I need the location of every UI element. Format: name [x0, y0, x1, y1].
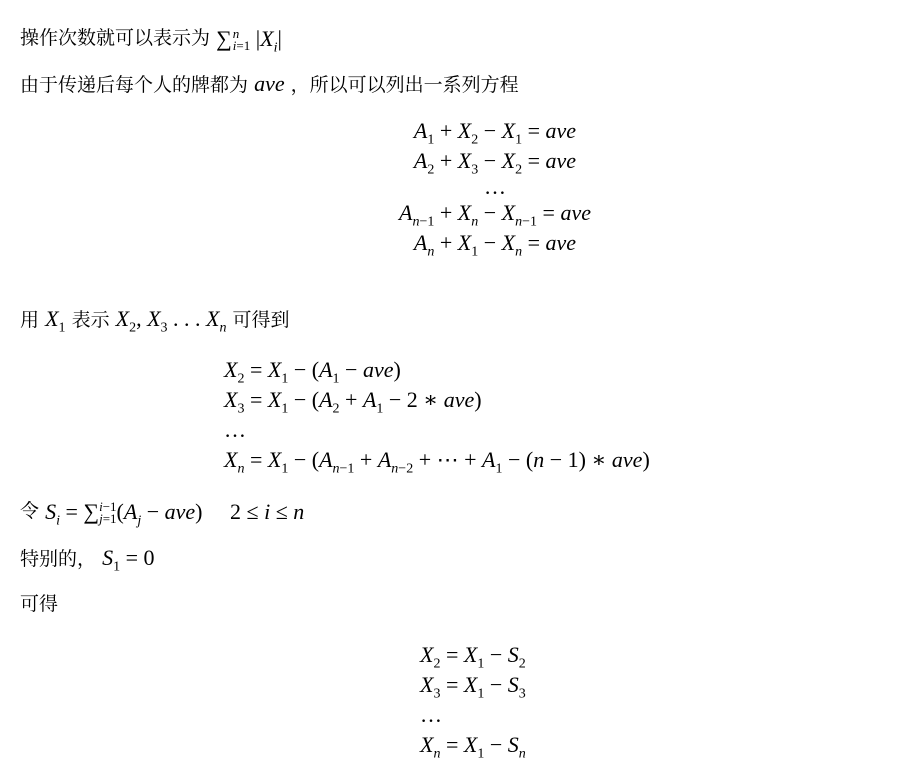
special-prefix: 特别的， — [20, 548, 97, 570]
eq3-row: … — [420, 702, 442, 727]
eq2-row: … — [224, 417, 246, 442]
equation-system-3 — [420, 640, 526, 760]
eq1-row: … — [484, 174, 506, 199]
eq2-row: $X_3 = X_1 - (A_2 + A_1 - 2$ ∗ ave) — [224, 387, 482, 417]
define-prefix: 令 — [20, 500, 40, 522]
eq1-row: $A_{n-1} + X_n - X_{n-1}$ = ave — [399, 200, 591, 230]
therefore-line — [20, 590, 58, 618]
define-formula: $S_i$ = ∑ i−1 j=1 $(A_j - ave)$ 2 ≤ i ≤ n — [45, 498, 305, 528]
use-tail: 可得到 — [232, 309, 290, 331]
transfer-line — [20, 70, 519, 99]
use-x1-line — [20, 305, 290, 334]
ops-line — [20, 24, 282, 53]
transfer-text: 由于传递后每个人的牌都为 — [20, 74, 249, 96]
eq1-row: $A_1 + X_2 - X_1$ = ave — [413, 118, 577, 148]
ave-var: ave — [254, 71, 285, 96]
eq2-row: $X_n = X_1 - (A_{n-1} + A_{n-2}$ + ⋯ + $A_1 - (n - 1)$ ∗ ave) — [224, 447, 650, 477]
eq3-row: $X_3 = X_1 - S_3$ — [420, 672, 526, 702]
x1-var: $X_1$ — [45, 306, 66, 336]
use-mid: 表示 — [71, 309, 110, 331]
use-prefix: 用 — [20, 309, 40, 331]
transfer-tail: ，所以可以列出一系列方程 — [290, 74, 519, 96]
eq2-row: $X_2 = X_1 - (A_1 - ave)$ — [224, 357, 401, 387]
eq3-row: $X_2 = X_1 - S_2$ — [420, 642, 526, 672]
ops-formula: ∑ n i=1 $|X_i|$ — [216, 25, 282, 55]
x-list: $X_2$, $X_3$ . . . $X_n$ — [115, 306, 227, 336]
therefore-text: 可得 — [20, 593, 59, 615]
equation-system-2 — [224, 355, 650, 475]
equation-system-1 — [340, 116, 650, 258]
special-line — [20, 544, 154, 573]
eq1-row: $A_2 + X_3 - X_2$ = ave — [413, 148, 577, 178]
eq1-row: $A_n + X_1 - X_n$ = ave — [413, 230, 577, 260]
special-formula: $S_1 = 0$ — [102, 545, 155, 575]
eq3-row: $X_n = X_1 - S_n$ — [420, 732, 526, 762]
ops-text: 操作次数就可以表示为 — [20, 27, 211, 49]
define-s-line — [20, 497, 304, 526]
